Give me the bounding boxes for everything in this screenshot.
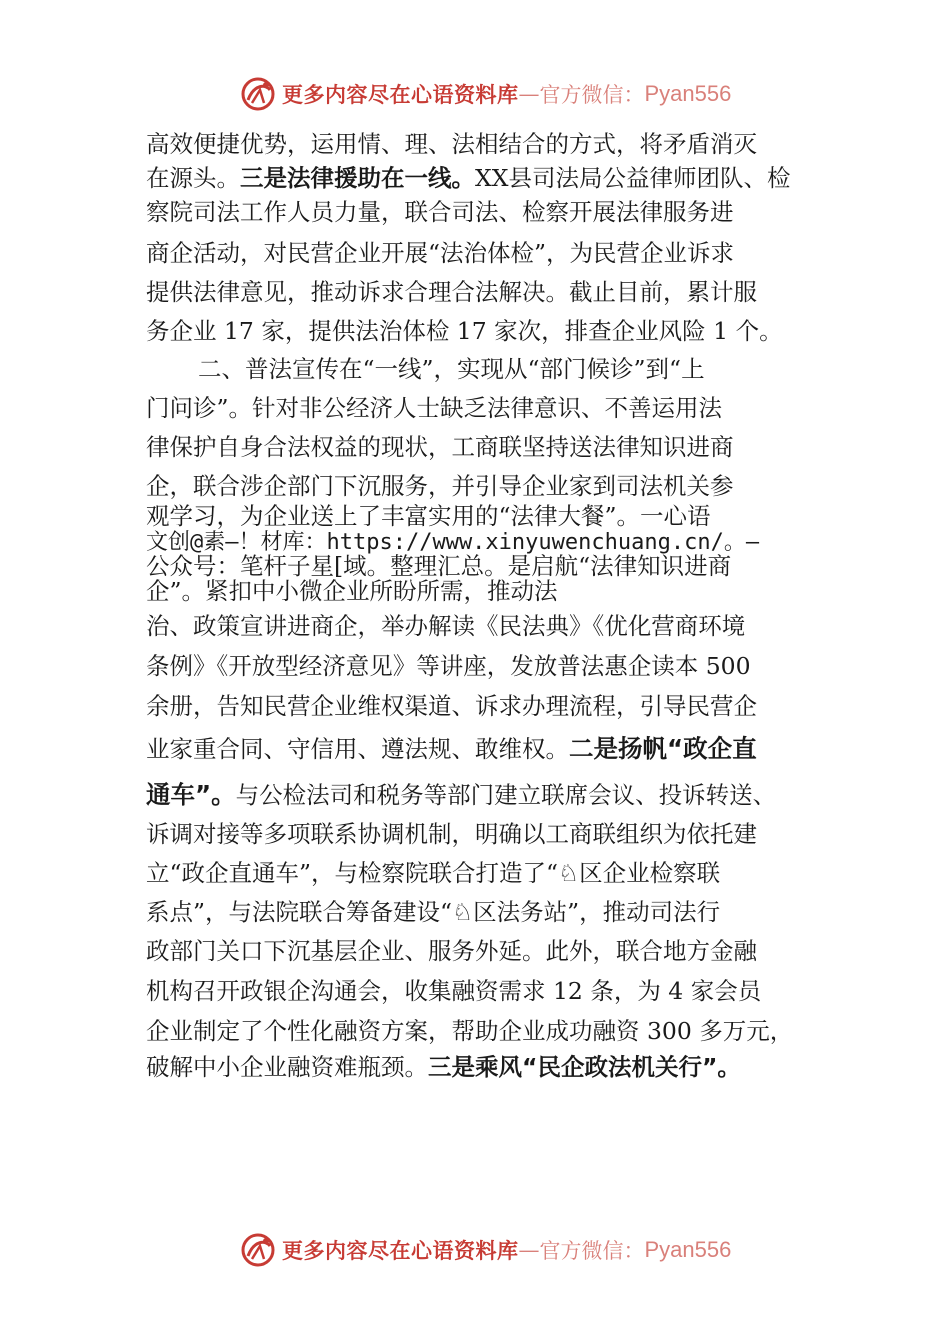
text-line: 提供法律意见，推动诉求合理合法解决。截止目前，累计服 (146, 278, 757, 306)
text-line: 治、政策宣讲进商企，举办解读《民法典》《优化营商环境 (146, 612, 746, 640)
text-line: 务企业 17 家，提供法治体检 17 家次，排查企业风险 1 个。 (146, 317, 783, 345)
text-line: 门问诊”。针对非公经济人士缺乏法律意识、不善运用法 (146, 394, 723, 422)
bold-phrase: 通车”。 (146, 780, 236, 809)
text-line: 通车”。与公检法司和税务等部门建立联席会议、投诉转送、 (146, 780, 777, 809)
text-line: 破解中小企业融资难瓶颈。三是乘风“民企政法机关行”。 (146, 1053, 741, 1081)
footer-dash: — (518, 1238, 540, 1262)
text-line: 政部门关口下沉基层企业、服务外延。此外，联合地方金融 (146, 937, 757, 965)
text-line: 观学习，为企业送上了丰富实用的“法律大餐”。一心语 (146, 502, 711, 530)
text-line: 在源头。三是法律援助在一线。XX县司法局公益律师团队、检 (146, 164, 791, 192)
text-line: 机构召开政银企沟通会，收集融资需求 12 条，为 4 家会员 (146, 977, 762, 1005)
text-line: 察院司法工作人员力量，联合司法、检察开展法律服务进 (146, 198, 734, 226)
text-line: 余册，告知民营企业维权渠道、诉求办理流程，引导民营企 (146, 692, 757, 720)
text-line: 企”。紧扣中小微企业所盼所需，推动法 (146, 577, 558, 605)
brand-logo-icon (240, 1232, 276, 1268)
footer-banner (240, 1230, 731, 1270)
text-line: 系点”，与法院联合筹备建设“♘区法务站”，推动司法行 (146, 898, 721, 926)
bold-phrase: 三是法律援助在一线。 (240, 164, 475, 192)
header-wechat-id: Pyan556 (644, 81, 732, 106)
bold-phrase: 三是乘风“民企政法机关行”。 (428, 1053, 741, 1081)
text-line: 公众号：笔杆子星[域。整理汇总。是启航“法律知识进商 (146, 552, 732, 580)
watermark-line: 文创@素—！材库：https://www.xinyuwenchuang.cn/。— (146, 530, 760, 555)
bold-phrase: 二是扬帆“政企直 (569, 734, 757, 763)
text-line: 律保护自身合法权益的现状，工商联坚持送法律知识进商 (146, 433, 734, 461)
footer-title: 更多内容尽在心语资料库 (282, 1238, 519, 1263)
text-line: 诉调对接等多项联系协调机制，明确以工商联组织为依托建 (146, 820, 757, 848)
header-title: 更多内容尽在心语资料库 (282, 82, 519, 107)
text-line: 业家重合同、守信用、遵法规、敢维权。二是扬帆“政企直 (146, 734, 757, 763)
text-line: 商企活动，对民营企业开展“法治体检”，为民营企业诉求 (146, 239, 735, 267)
footer-wechat-label: 官方微信： (539, 1239, 645, 1263)
text-line: 条例》《开放型经济意见》等讲座，发放普法惠企读本 500 (146, 652, 751, 680)
text-line: 立“政企直通车”，与检察院联合打造了“♘区企业检察联 (146, 859, 721, 887)
header-dash: — (518, 82, 540, 106)
footer-wechat-id: Pyan556 (644, 1237, 732, 1262)
text-line: 企业制定了个性化融资方案，帮助企业成功融资 300 多万元， (146, 1017, 794, 1045)
section-heading-line: 二、普法宣传在“一线”，实现从“部门候诊”到“上 (198, 355, 705, 383)
text-line: 高效便捷优势，运用情、理、法相结合的方式，将矛盾消灭 (146, 130, 757, 158)
header-wechat-label: 官方微信： (539, 83, 645, 107)
text-line: 企，联合涉企部门下沉服务，并引导企业家到司法机关参 (146, 472, 734, 500)
header-banner (240, 74, 731, 114)
brand-logo-icon (240, 76, 276, 112)
